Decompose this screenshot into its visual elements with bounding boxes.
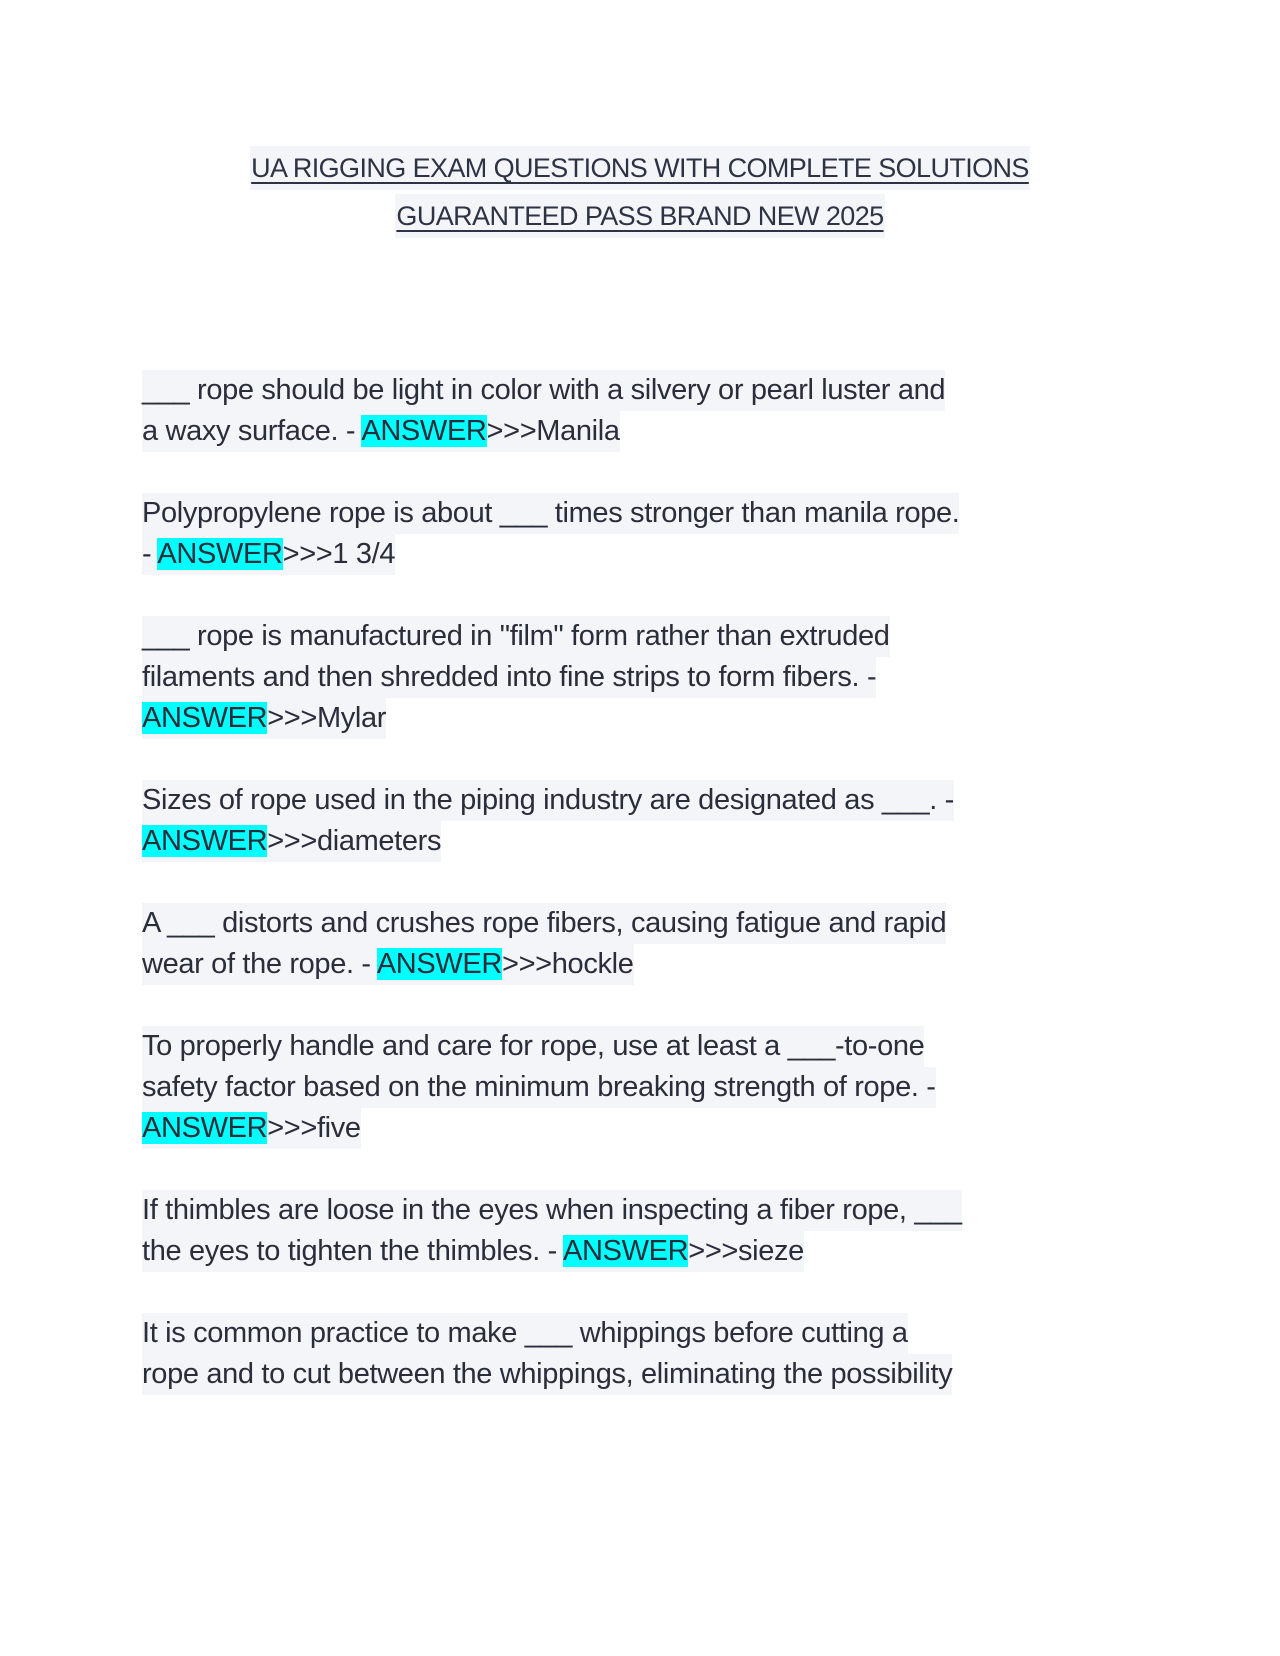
question-item — [142, 616, 1142, 739]
answer-text: >>>five — [267, 1112, 361, 1144]
line-text — [142, 780, 954, 821]
text-line — [142, 534, 1142, 575]
text-line — [142, 1354, 1142, 1395]
line-text — [142, 821, 441, 862]
question-text: filaments and then shredded into fine strips to form fibers. - — [142, 661, 877, 693]
question-text: rope and to cut between the whippings, eliminating the possibility — [142, 1358, 953, 1390]
question-text: A ___ distorts and crushes rope fibers, causing fatigue and rapid — [142, 907, 947, 939]
question-text: wear of the rope. - — [142, 948, 377, 980]
line-text — [142, 1026, 924, 1067]
line-text — [142, 657, 876, 698]
question-text: - — [142, 538, 158, 570]
answer-highlight: ANSWER — [376, 948, 502, 980]
question-text: a waxy surface. - — [142, 415, 362, 447]
question-text: To properly handle and care for rope, use at least a ___-to-one — [142, 1030, 925, 1062]
question-item — [142, 903, 1142, 985]
answer-text: >>>hockle — [502, 948, 634, 980]
answer-highlight: ANSWER — [142, 825, 268, 857]
question-text: ___ rope is manufactured in "film" form rather than extruded — [142, 620, 890, 652]
question-text: It is common practice to make ___ whippings before cutting a — [142, 1317, 908, 1349]
question-item — [142, 1190, 1142, 1272]
text-line — [142, 370, 1142, 411]
text-line — [142, 411, 1142, 452]
answer-highlight: ANSWER — [142, 702, 268, 734]
text-line — [142, 1026, 1142, 1067]
text-line — [142, 1067, 1142, 1108]
question-text: the eyes to tighten the thimbles. - — [142, 1235, 564, 1267]
question-item — [142, 370, 1142, 452]
line-text — [142, 411, 620, 452]
text-line — [142, 903, 1142, 944]
question-item — [142, 780, 1142, 862]
text-line — [142, 616, 1142, 657]
line-text — [142, 1190, 962, 1231]
question-text: Sizes of rope used in the piping industry are designated as ___. - — [142, 784, 954, 816]
title-line: GUARANTEED PASS BRAND NEW 2025 — [395, 194, 884, 238]
answer-highlight: ANSWER — [361, 415, 487, 447]
answer-highlight: ANSWER — [142, 1112, 268, 1144]
text-line — [142, 944, 1142, 985]
answer-text: >>>Manila — [486, 415, 620, 447]
text-line — [142, 1108, 1142, 1149]
line-text — [142, 1067, 936, 1108]
text-line — [142, 1190, 1142, 1231]
line-text — [142, 903, 946, 944]
answer-text: >>>diameters — [267, 825, 442, 857]
text-line — [142, 493, 1142, 534]
text-line — [142, 1231, 1142, 1272]
question-item — [142, 1026, 1142, 1149]
line-text — [142, 1231, 804, 1272]
answer-text: >>>sieze — [688, 1235, 804, 1267]
answer-text: >>>1 3/4 — [282, 538, 396, 570]
line-text — [142, 370, 945, 411]
text-line — [142, 780, 1142, 821]
question-item — [142, 493, 1142, 575]
answer-text: >>>Mylar — [267, 702, 387, 734]
line-text — [142, 944, 634, 985]
question-text: ___ rope should be light in color with a silvery or pearl luster and — [142, 374, 946, 406]
text-line — [142, 657, 1142, 698]
text-line — [142, 821, 1142, 862]
line-text — [142, 1108, 361, 1149]
answer-highlight: ANSWER — [563, 1235, 689, 1267]
line-text — [142, 698, 386, 739]
line-text — [142, 616, 890, 657]
answer-highlight: ANSWER — [157, 538, 283, 570]
document-title — [0, 146, 1280, 242]
question-text: safety factor based on the minimum breaking strength of rope. - — [142, 1071, 936, 1103]
line-text — [142, 493, 959, 534]
text-line — [142, 698, 1142, 739]
question-list — [142, 370, 1142, 1436]
question-text: If thimbles are loose in the eyes when inspecting a fiber rope, ___ — [142, 1194, 962, 1226]
line-text — [142, 1313, 908, 1354]
text-line — [142, 1313, 1142, 1354]
question-text: Polypropylene rope is about ___ times stronger than manila rope. — [142, 497, 960, 529]
question-item — [142, 1313, 1142, 1395]
title-line: UA RIGGING EXAM QUESTIONS WITH COMPLETE SOLUTIONS — [250, 146, 1030, 190]
line-text — [142, 1354, 952, 1395]
line-text — [142, 534, 395, 575]
